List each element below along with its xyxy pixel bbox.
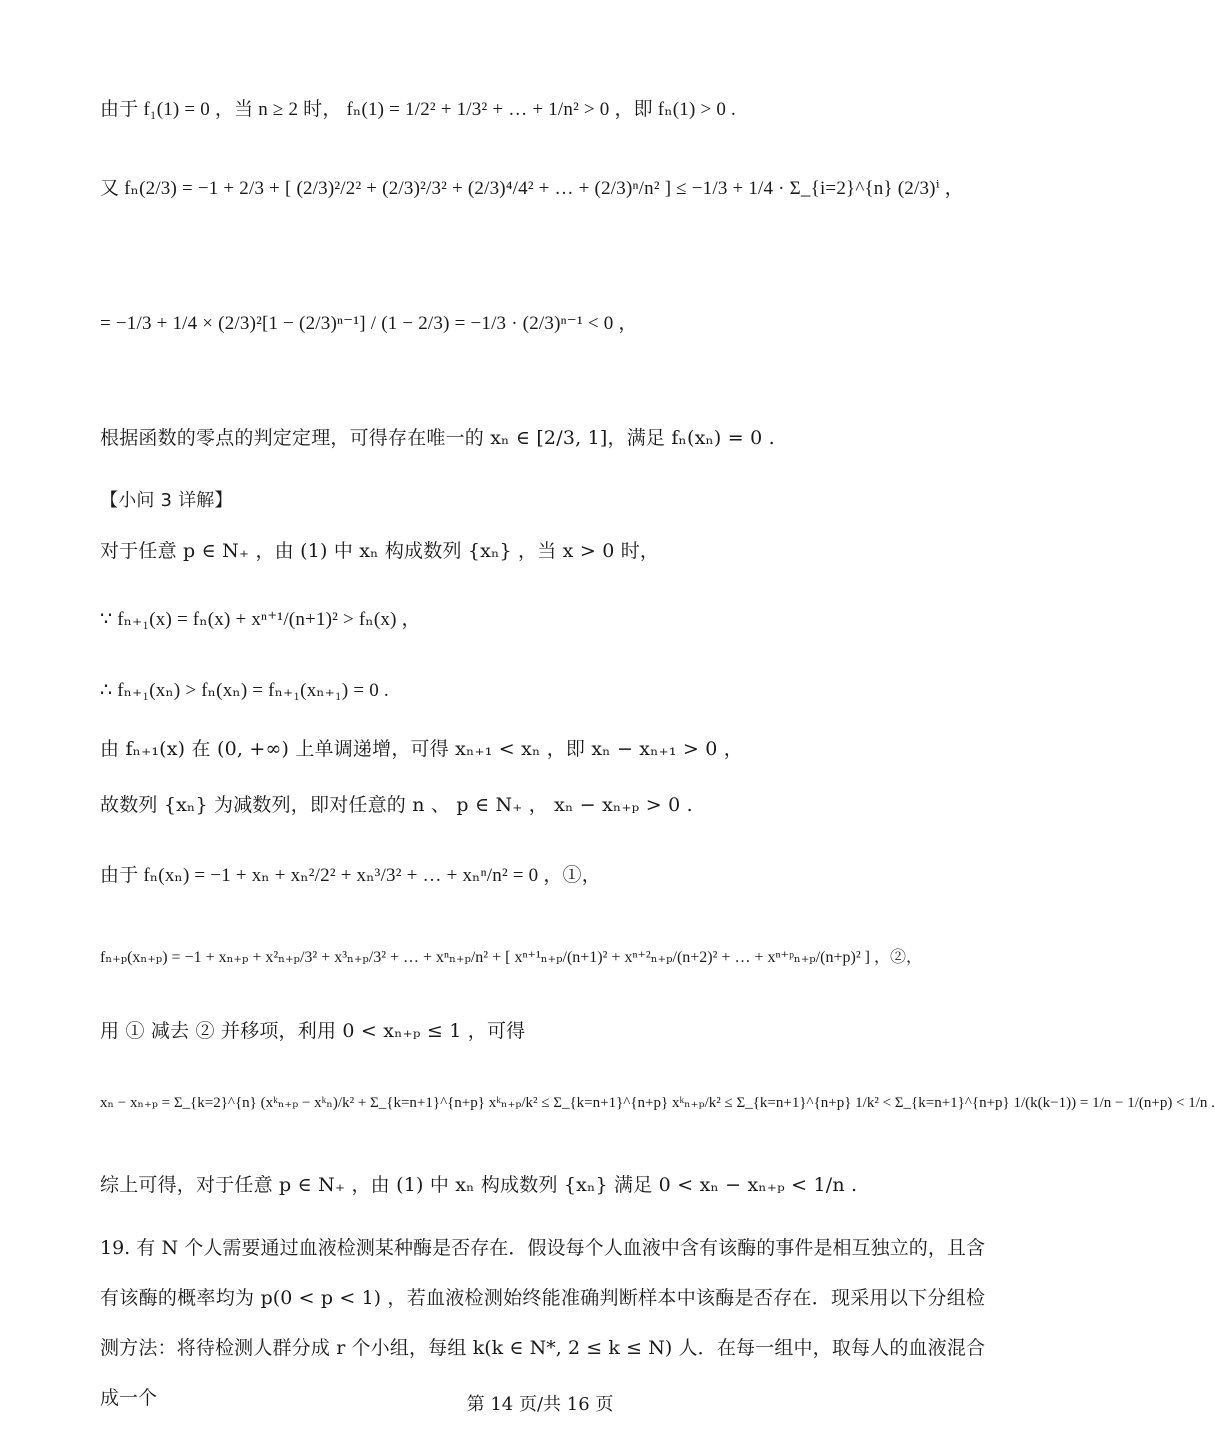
solution-line-8: 由 fₙ₊₁(x) 在 (0, +∞) 上单调递增，可得 xₙ₊₁ < xₙ ，即 xₙ − xₙ₊₁ > 0 ， <box>100 738 744 760</box>
solution-line-12: 用 ① 减去 ② 并移项，利用 0 < xₙ₊ₚ ≤ 1 ，可得 <box>100 1020 526 1042</box>
page-footer: 第 14 页/共 16 页 <box>466 1394 614 1415</box>
solution-line-11: fₙ₊ₚ(xₙ₊ₚ) = −1 + xₙ₊ₚ + x²ₙ₊ₚ/3² + x³ₙ₊ₚ/3² + … + xⁿₙ₊ₚ/n² + [ xⁿ⁺¹ₙ₊ₚ/(n+1)² + xⁿ⁺²ₙ₊ₚ/(n+2)² + … + xⁿ⁺ᵖₙ₊ₚ/(n+p)² ] ，②， <box>100 949 922 966</box>
solution-line-9: 故数列 {xₙ} 为减数列，即对任意的 n 、 p ∈ N₊ ， xₙ − xₙ₊ₚ > 0 . <box>100 794 693 816</box>
solution-line-13: xₙ − xₙ₊ₚ = Σ_{k=2}^{n} (xᵏₙ₊ₚ − xᵏₙ)/k² + Σ_{k=n+1}^{n+p} xᵏₙ₊ₚ/k² ≤ Σ_{k=n+1}^{n+p} xᵏₙ₊ₚ/k² ≤ Σ_{k=n+1}^{n+p} 1/k² < Σ_{k=n+1}^{n+p} 1/(k(k−1)) = 1/n − 1/(n+p) < 1/n . <box>100 1095 1215 1111</box>
solution-line-4: 根据函数的零点的判定定理，可得存在唯一的 xₙ ∈ [2/3, 1]，满足 fₙ(xₙ) = 0 . <box>100 427 775 449</box>
solution-line-1: 由于 f₁(1) = 0 ，当 n ≥ 2 时， fₙ(1) = 1/2² + 1/3² + … + 1/n² > 0 ，即 fₙ(1) > 0 . <box>100 99 736 120</box>
section-heading: 【小问 3 详解】 <box>100 490 233 511</box>
solution-line-2: 又 fₙ(2/3) = −1 + 2/3 + [ (2/3)²/2² + (2/3)²/3² + (2/3)⁴/4² + … + (2/3)ⁿ/n² ] ≤ −1/3 + 1/4 · Σ_{i=2}^{n} (2/3)ⁱ ， <box>100 178 964 199</box>
solution-line-14: 综上可得，对于任意 p ∈ N₊ ，由 (1) 中 xₙ 构成数列 {xₙ} 满足 0 < xₙ − xₙ₊ₚ < 1/n . <box>100 1174 858 1196</box>
solution-line-6: ∵ fₙ₊₁(x) = fₙ(x) + xⁿ⁺¹/(n+1)² > fₙ(x) ， <box>100 609 421 630</box>
problem-19-text: 19. 有 N 个人需要通过血液检测某种酶是否存在．假设每个人血液中含有该酶的事件是相互独立的，且含有该酶的概率均为 p(0 < p < 1) ，若血液检测始终能准确判断样本中该酶是否存在．现采用以下分组检测方法：将待检测人群分成 r 个小组，每组 k(k ∈ N*, 2 ≤ k ≤ N) 人．在每一组中，取每人的血液混合成一个 <box>100 1237 985 1409</box>
solution-line-7: ∴ fₙ₊₁(xₙ) > fₙ(xₙ) = fₙ₊₁(xₙ₊₁) = 0 . <box>100 680 389 701</box>
solution-line-5: 对于任意 p ∈ N₊ ，由 (1) 中 xₙ 构成数列 {xₙ} ，当 x > 0 时， <box>100 540 660 562</box>
solution-line-3: = −1/3 + 1/4 × (2/3)²[1 − (2/3)ⁿ⁻¹] / (1 − 2/3) = −1/3 · (2/3)ⁿ⁻¹ < 0 ， <box>100 313 638 334</box>
solution-line-10: 由于 fₙ(xₙ) = −1 + xₙ + xₙ²/2² + xₙ³/3² + … + xₙⁿ/n² = 0 ，①， <box>100 865 601 886</box>
